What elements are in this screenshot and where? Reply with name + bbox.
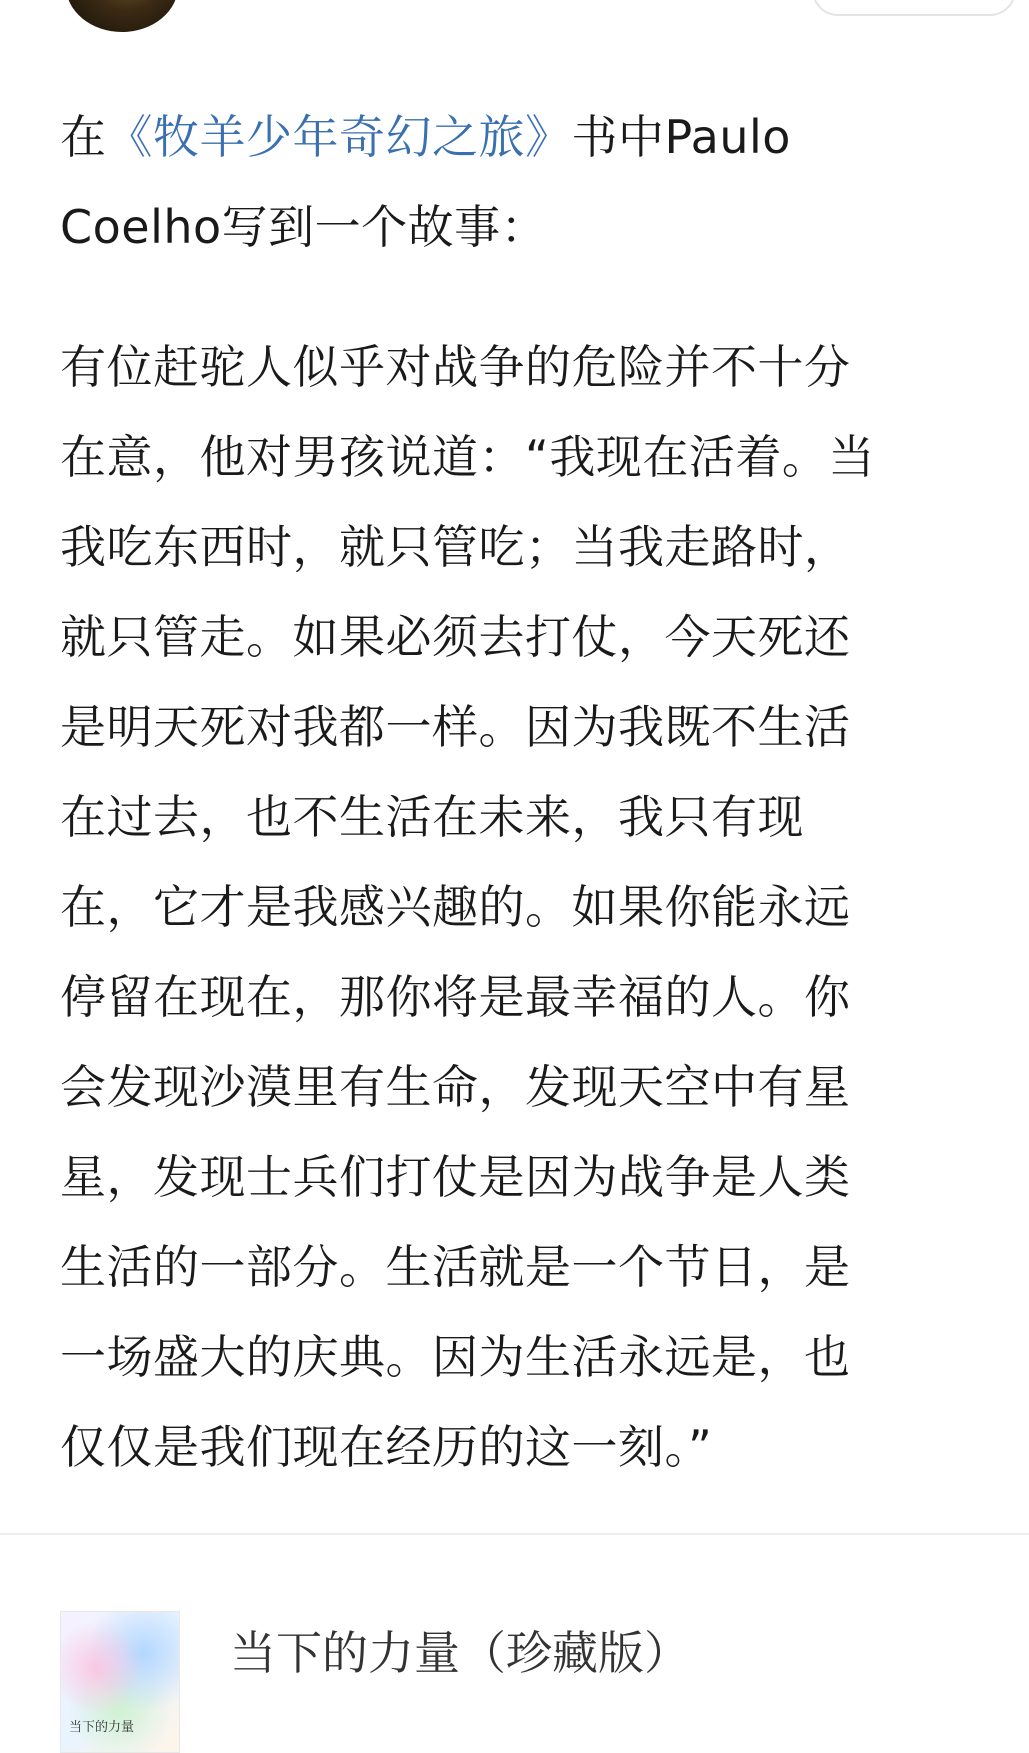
story-paragraph: 有位赶驼人似乎对战争的危险并不十分 在意，他对男孩说道：“我现在活着。当 我吃东西时，就只管吃；当我走路时， 就只管走。如果必须去打仗，今天死还 是明天死对我都一样。因为我既不生活 在过去，也不生活在未来，我只有现 在，它才是我感兴趣的。如果你能永远 停留在现在，那你将是最幸福的人。你 会发现沙漠里有生命，发现天空中有星 星，发现士兵们打仗是因为战争是人类 生活的一部分。生活就是一个节日，是 一场盛大的庆典。因为生活永远是，也 仅仅是我们现在经历的这一刻。”	[60, 340, 875, 1474]
follow-button[interactable]	[812, 0, 1016, 16]
book-cover-image[interactable]	[60, 1611, 180, 1753]
book-subtitle-clipped	[230, 1713, 470, 1737]
cover-title: 当下的力量	[69, 1720, 135, 1735]
post-header	[0, 0, 1029, 40]
intro-prefix: 在	[60, 110, 107, 164]
intro-suffix: 书中Paulo Coelho写到一个故事：	[60, 110, 791, 254]
book-reference-link[interactable]: 《牧羊少年奇幻之旅》	[106, 110, 572, 164]
author-avatar[interactable]	[66, 0, 178, 32]
book-title[interactable]: 当下的力量（珍藏版）	[230, 1626, 690, 1680]
intro-paragraph	[60, 92, 1020, 272]
book-card[interactable]	[0, 1535, 1029, 1734]
post-body	[60, 92, 1020, 1492]
